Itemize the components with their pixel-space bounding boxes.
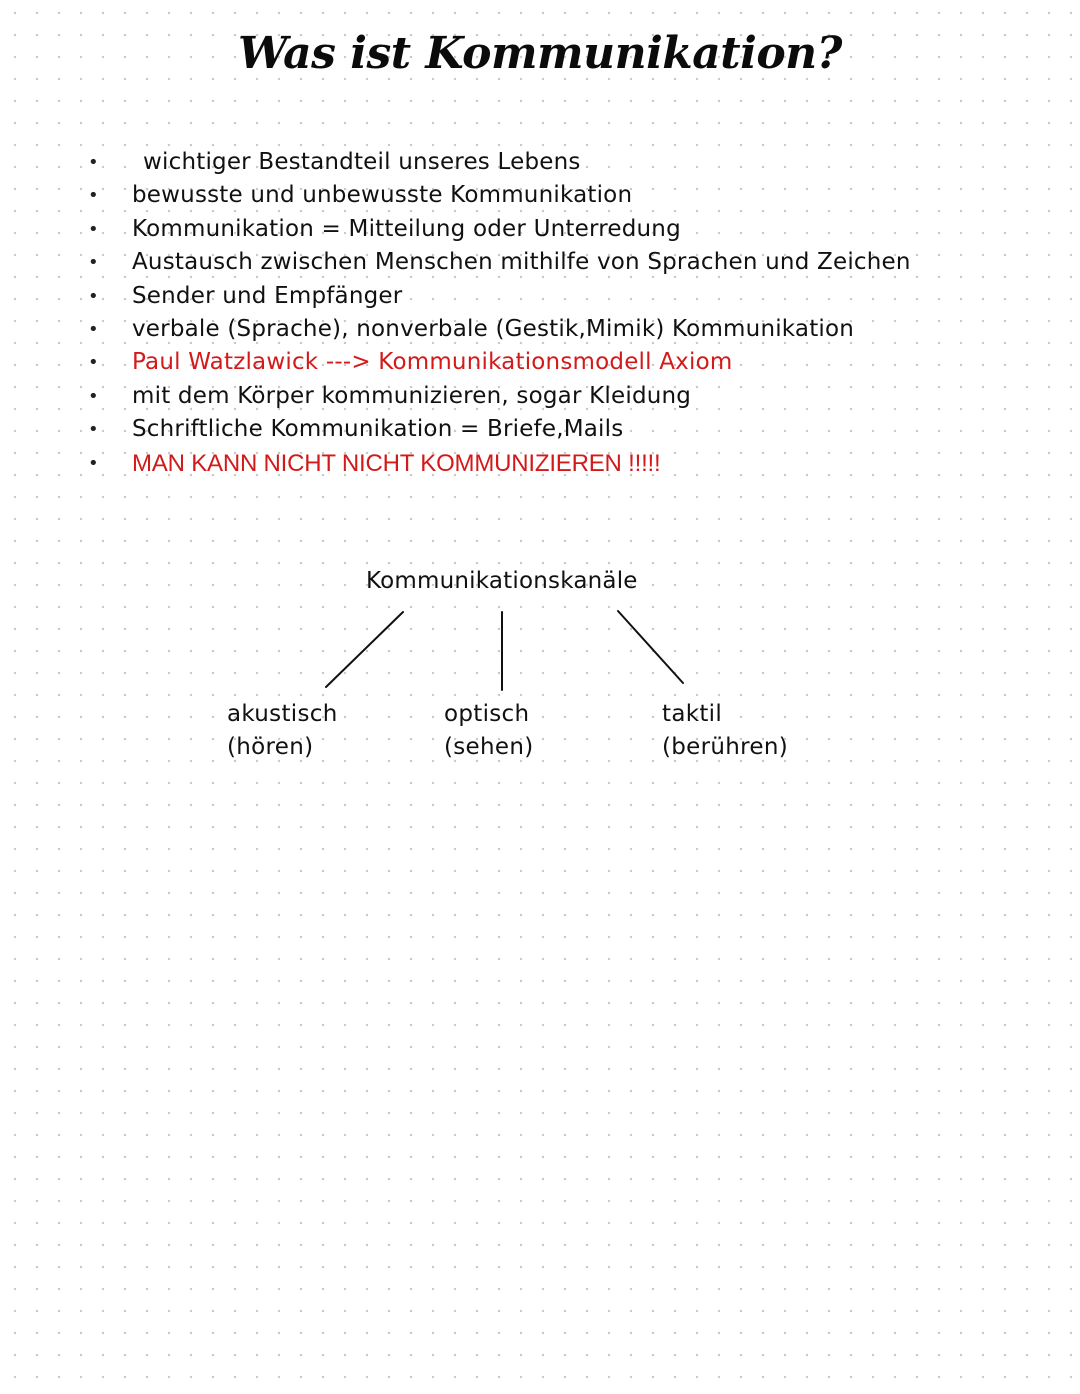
channel-name: akustisch bbox=[227, 701, 338, 727]
channel-akustisch bbox=[227, 698, 338, 764]
channel-detail: (hören) bbox=[227, 734, 314, 760]
list-item-text: Austausch zwischen Menschen mithilfe von Sprachen und Zeichen bbox=[132, 249, 911, 276]
bullet-icon: • bbox=[88, 452, 99, 474]
list-item-text: Schriftliche Kommunikation = Briefe,Mails bbox=[132, 416, 624, 443]
channel-taktil bbox=[662, 698, 788, 764]
list-item-text: verbale (Sprache), nonverbale (Gestik,Mimik) Kommunikation bbox=[132, 315, 855, 342]
channel-optisch bbox=[444, 698, 533, 764]
list-item-text: Paul Watzlawick ---> Kommunikationsmodell Axiom bbox=[132, 349, 733, 376]
bullet-icon: • bbox=[88, 419, 99, 441]
channel-detail: (berühren) bbox=[662, 734, 788, 760]
bullet-icon: • bbox=[88, 285, 99, 307]
bullet-icon: • bbox=[88, 352, 99, 374]
page-title: Was ist Kommunikation? bbox=[238, 28, 842, 79]
channel-name: taktil bbox=[662, 701, 723, 727]
diagram-root-label: Kommunikationskanäle bbox=[366, 568, 638, 594]
bullet-icon: • bbox=[88, 218, 99, 240]
bullet-icon: • bbox=[88, 385, 99, 407]
list-item-text: Kommunikation = Mitteilung oder Unterredung bbox=[132, 215, 681, 242]
list-item-text: MAN KANN NICHT NICHT KOMMUNIZIEREN !!!!! bbox=[132, 449, 661, 477]
bullet-icon: • bbox=[88, 185, 99, 207]
list-item-text: wichtiger Bestandteil unseres Lebens bbox=[143, 149, 581, 175]
list-item-text: Sender und Empfänger bbox=[132, 282, 403, 309]
connector-line-left bbox=[326, 612, 403, 687]
list-item-text: bewusste und unbewusste Kommunikation bbox=[132, 182, 633, 209]
list-item-text: mit dem Körper kommunizieren, sogar Kleidung bbox=[132, 382, 692, 409]
channel-detail: (sehen) bbox=[444, 734, 534, 760]
bullet-icon: • bbox=[88, 152, 99, 173]
connector-line-right bbox=[618, 611, 683, 683]
channel-name: optisch bbox=[444, 701, 530, 727]
bullet-icon: • bbox=[88, 252, 99, 274]
bullet-icon: • bbox=[88, 318, 99, 340]
